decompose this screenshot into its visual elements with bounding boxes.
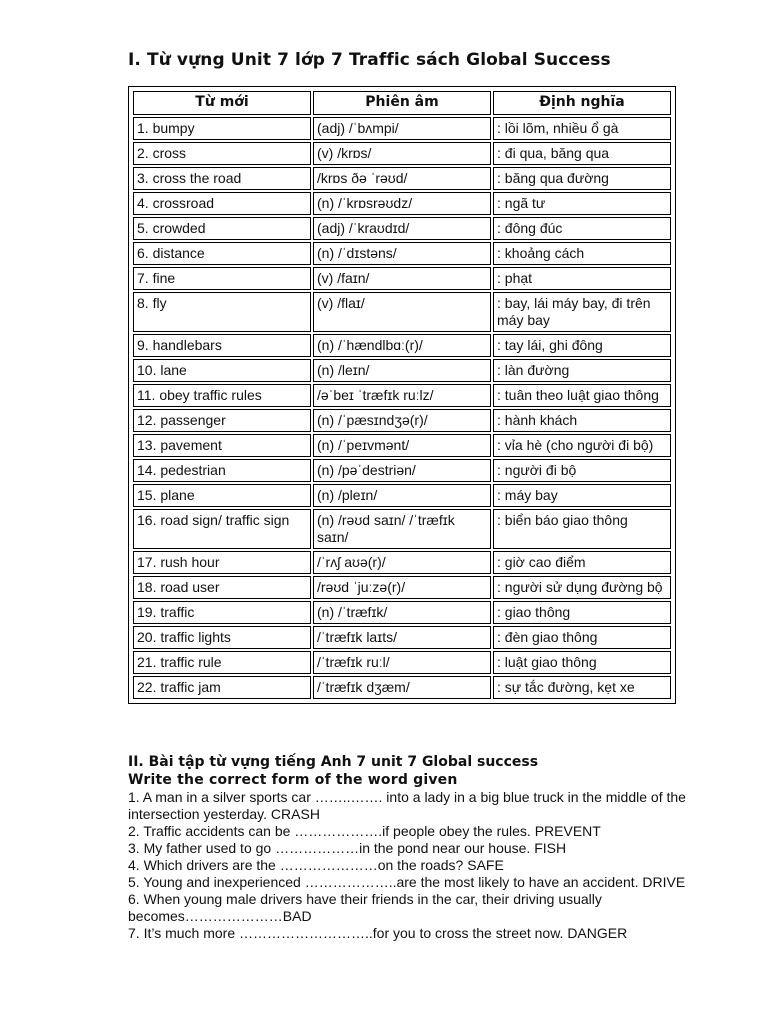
cell-definition: : hành khách	[493, 409, 671, 432]
cell-word: 5. crowded	[133, 217, 311, 240]
table-row	[133, 192, 671, 215]
cell-phonetic: /ˈtræfɪk laɪts/	[313, 626, 491, 649]
table-header-row	[133, 91, 671, 115]
vocabulary-table-body	[133, 117, 671, 699]
table-row	[133, 292, 671, 332]
exercise-list	[128, 789, 718, 942]
exercise-item: 2. Traffic accidents can be ……………….if people obey the rules. PREVENT	[128, 823, 601, 839]
exercise-item: 1. A man in a silver sports car ……..……. into a lady in a big blue truck in the middle of the intersection yesterday. CRASH	[128, 789, 686, 822]
cell-word: 7. fine	[133, 267, 311, 290]
cell-definition: : băng qua đường	[493, 167, 671, 190]
cell-definition: : giờ cao điểm	[493, 551, 671, 574]
cell-word: 6. distance	[133, 242, 311, 265]
table-row	[133, 676, 671, 699]
exercise-section	[128, 754, 718, 942]
exercise-instructions: Write the correct form of the word given	[128, 772, 458, 788]
table-row	[133, 242, 671, 265]
table-row	[133, 267, 671, 290]
table-row	[133, 626, 671, 649]
cell-word: 2. cross	[133, 142, 311, 165]
table-row	[133, 551, 671, 574]
cell-word: 3. cross the road	[133, 167, 311, 190]
cell-phonetic: (v) /faɪn/	[313, 267, 491, 290]
cell-phonetic: (n) /pəˈdestriən/	[313, 459, 491, 482]
cell-word: 18. road user	[133, 576, 311, 599]
table-row	[133, 167, 671, 190]
table-row	[133, 484, 671, 507]
cell-word: 9. handlebars	[133, 334, 311, 357]
cell-phonetic: (n) /ˈtræfɪk/	[313, 601, 491, 624]
cell-phonetic: (adj) /ˈkraʊdɪd/	[313, 217, 491, 240]
cell-phonetic: /rəʊd ˈjuːzə(r)/	[313, 576, 491, 599]
vocabulary-table-frame	[128, 86, 676, 704]
cell-definition: : người sử dụng đường bộ	[493, 576, 671, 599]
exercise-section-title: II. Bài tập từ vựng tiếng Anh 7 unit 7 Global success	[128, 754, 539, 770]
cell-word: 17. rush hour	[133, 551, 311, 574]
table-row	[133, 651, 671, 674]
cell-phonetic: (adj) /ˈbʌmpi/	[313, 117, 491, 140]
table-row	[133, 384, 671, 407]
cell-definition: : đèn giao thông	[493, 626, 671, 649]
table-row	[133, 434, 671, 457]
cell-definition: : biển báo giao thông	[493, 509, 671, 549]
header-new-word: Từ mới	[133, 91, 311, 115]
exercise-item: 3. My father used to go ………………in the pond near our house. FISH	[128, 840, 567, 856]
cell-definition: : luật giao thông	[493, 651, 671, 674]
cell-definition: : người đi bộ	[493, 459, 671, 482]
cell-phonetic: (n) /pleɪn/	[313, 484, 491, 507]
cell-word: 19. traffic	[133, 601, 311, 624]
cell-phonetic: /ˈrʌʃ aʊə(r)/	[313, 551, 491, 574]
cell-definition: : làn đường	[493, 359, 671, 382]
cell-phonetic: (n) /ˈpæsɪndʒə(r)/	[313, 409, 491, 432]
cell-word: 16. road sign/ traffic sign	[133, 509, 311, 549]
header-phonetic: Phiên âm	[313, 91, 491, 115]
cell-phonetic: (n) /leɪn/	[313, 359, 491, 382]
cell-word: 21. traffic rule	[133, 651, 311, 674]
cell-word: 12. passenger	[133, 409, 311, 432]
cell-word: 15. plane	[133, 484, 311, 507]
cell-definition: : phạt	[493, 267, 671, 290]
vocabulary-table	[131, 89, 673, 701]
table-row	[133, 359, 671, 382]
cell-word: 20. traffic lights	[133, 626, 311, 649]
cell-word: 22. traffic jam	[133, 676, 311, 699]
cell-phonetic: /ˈtræfɪk ruːl/	[313, 651, 491, 674]
cell-definition: : tuân theo luật giao thông	[493, 384, 671, 407]
table-row	[133, 509, 671, 549]
header-definition: Định nghĩa	[493, 91, 671, 115]
table-row	[133, 409, 671, 432]
cell-definition: : khoảng cách	[493, 242, 671, 265]
cell-word: 13. pavement	[133, 434, 311, 457]
table-row	[133, 576, 671, 599]
table-row	[133, 601, 671, 624]
cell-phonetic: (v) /flaɪ/	[313, 292, 491, 332]
exercise-item: 4. Which drivers are the …………………on the roads? SAFE	[128, 857, 504, 873]
cell-definition: : đông đúc	[493, 217, 671, 240]
table-row	[133, 117, 671, 140]
cell-word: 4. crossroad	[133, 192, 311, 215]
cell-word: 11. obey traffic rules	[133, 384, 311, 407]
cell-phonetic: /ˈtræfɪk dʒæm/	[313, 676, 491, 699]
page-title: I. Từ vựng Unit 7 lớp 7 Traffic sách Global Success	[128, 50, 611, 70]
cell-definition: : giao thông	[493, 601, 671, 624]
table-row	[133, 142, 671, 165]
cell-definition: : sự tắc đường, kẹt xe	[493, 676, 671, 699]
cell-word: 8. fly	[133, 292, 311, 332]
cell-word: 10. lane	[133, 359, 311, 382]
cell-phonetic: (n) /ˈkrɒsrəʊdz/	[313, 192, 491, 215]
cell-phonetic: (n) /ˈdɪstəns/	[313, 242, 491, 265]
table-row	[133, 334, 671, 357]
cell-phonetic: /krɒs ðə ˈrəʊd/	[313, 167, 491, 190]
cell-word: 1. bumpy	[133, 117, 311, 140]
cell-phonetic: (v) /krɒs/	[313, 142, 491, 165]
cell-phonetic: (n) /ˈpeɪvmənt/	[313, 434, 491, 457]
cell-definition: : máy bay	[493, 484, 671, 507]
cell-definition: : lồi lõm, nhiều ổ gà	[493, 117, 671, 140]
cell-definition: : tay lái, ghi đông	[493, 334, 671, 357]
cell-word: 14. pedestrian	[133, 459, 311, 482]
cell-definition: : vỉa hè (cho người đi bộ)	[493, 434, 671, 457]
cell-phonetic: (n) /ˈhændlbɑː(r)/	[313, 334, 491, 357]
cell-definition: : ngã tư	[493, 192, 671, 215]
table-row	[133, 459, 671, 482]
exercise-item: 7. It’s much more ………………………..for you to cross the street now. DANGER	[128, 925, 628, 941]
cell-definition: : đi qua, băng qua	[493, 142, 671, 165]
cell-phonetic: /əˈbeɪ ˈtræfɪk ruːlz/	[313, 384, 491, 407]
table-row	[133, 217, 671, 240]
exercise-item: 6. When young male drivers have their friends in the car, their driving usually becomes…………………BAD	[128, 891, 602, 924]
exercise-item: 5. Young and inexperienced ………………..are the most likely to have an accident. DRIVE	[128, 874, 686, 890]
cell-definition: : bay, lái máy bay, đi trên máy bay	[493, 292, 671, 332]
cell-phonetic: (n) /rəʊd saɪn/ /ˈtræfɪk saɪn/	[313, 509, 491, 549]
